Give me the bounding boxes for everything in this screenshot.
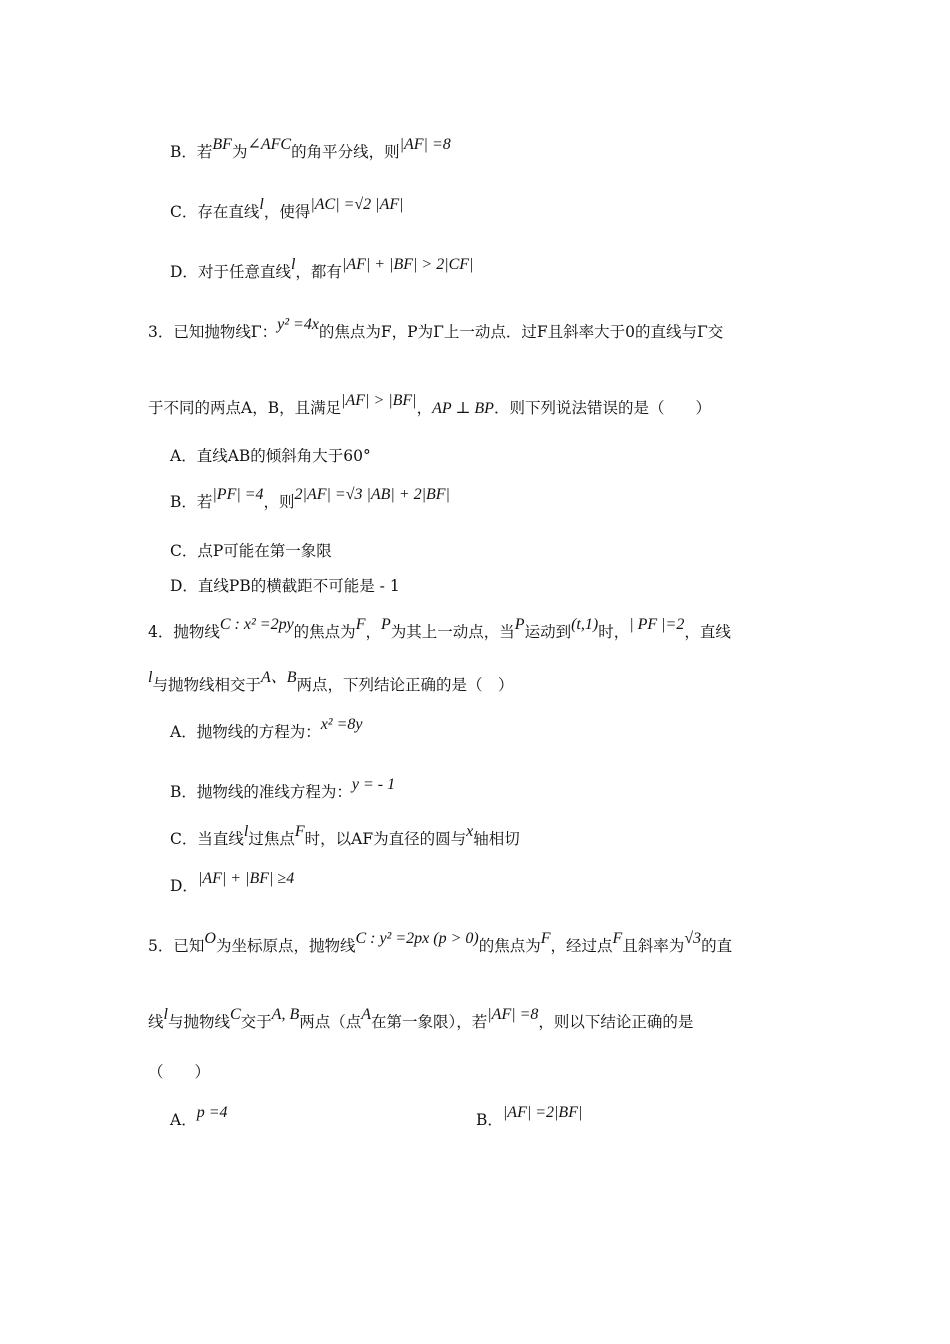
math-formula: |AF| =8 [399,136,451,153]
option-text: 过焦点 [248,830,295,848]
stem-text: 的直 [701,937,733,955]
option-text: 存在直线 [197,203,260,221]
stem-text: 且斜率为 [622,937,685,955]
stem-text: 的焦点为F，P为Γ上一动点．过F且斜率大于0的直线与Γ交 [318,323,724,341]
option-text: B． [170,143,197,161]
stem-text: 运动到 [524,623,572,641]
stem-text: 与抛物线 [167,1013,230,1031]
q4-option-c [170,823,520,849]
q3-option-b [170,486,450,512]
q4-option-b [170,776,396,802]
option-text: 时，以AF为直径的圆与 [304,830,467,848]
q4-stem-line2 [148,669,514,695]
math-formula: P [380,616,391,633]
math-formula: 2|AF| =√3 |AB| + 2|BF| [294,486,450,503]
math-formula: l [163,1006,168,1023]
q5-option-a [170,1104,228,1130]
math-formula: l [243,823,249,840]
q5-stem-line1 [148,930,733,956]
math-formula: y² =4x [277,316,319,333]
stem-text: 线 [148,1013,164,1031]
math-formula: | PF |=2 [629,616,685,633]
math-formula: F [355,616,366,633]
math-formula: x² =8y [320,716,363,733]
stem-text: 在第一象限），若 [371,1013,488,1031]
math-formula: p =4 [196,1104,228,1121]
stem-text: ， [416,399,433,417]
math-formula: |AF| > |BF| [341,392,417,409]
math-formula: C [229,1006,241,1023]
option-text: B． [476,1111,503,1129]
option-text: C．当直线 [170,830,244,848]
math-formula: |AF| =8 [487,1006,539,1023]
option-text: ，都有 [295,263,342,281]
math-formula: A [361,1006,372,1023]
q5-stem-line2 [148,1006,694,1032]
math-formula: l [259,196,264,213]
stem-text: 的焦点为 [478,937,541,955]
q2-option-d [170,256,474,282]
math-formula: F [294,823,305,840]
option-text: A． [170,1111,197,1129]
q4-option-d [170,870,295,896]
stem-text: ，经过点 [550,937,613,955]
option-text: 为 [231,143,248,161]
q3-option-d: D．直线PB的横截距不可能是 - 1 [170,577,400,595]
math-formula: F [612,930,623,947]
math-formula: |AF| + |BF| > 2|CF| [341,256,474,273]
math-formula: C : x² =2py [219,616,294,633]
option-text: B．抛物线的准线方程为： [170,783,352,801]
q2-option-b [170,136,451,162]
math-formula: y = - 1 [351,776,396,793]
option-text: 对于任意直线 [197,263,291,281]
math-formula: |AF| + |BF| ≥4 [197,870,295,887]
math-formula: |PF| =4 [212,486,264,503]
stem-text: 4．抛物线 [148,623,220,641]
q3-stem-line1 [148,316,724,342]
option-text: C． [170,203,198,221]
stem-text: 3．已知抛物线Γ： [148,323,278,341]
stem-text: 与抛物线相交于 [152,676,261,694]
stem-text: 为其上一动点，当 [390,623,515,641]
q4-stem-line1 [148,616,731,642]
stem-text: 的焦点为 [293,623,356,641]
math-formula: l [290,256,296,273]
q3-option-c: C．点P可能在第一象限 [170,542,332,560]
option-text: ，使得 [263,203,311,221]
math-formula: C : y² =2px (p > 0) [355,930,479,947]
q3-stem-line2 [148,392,711,418]
math-formula: (t,1) [571,616,599,633]
option-text: A．抛物线的方程为： [170,723,321,741]
option-text: 轴相切 [473,830,520,848]
option-text: ，则 [263,493,295,511]
math-formula: P [514,616,525,633]
option-text: D． [170,877,198,895]
math-formula: BF [212,136,232,153]
stem-text: 5．已知 [148,937,205,955]
option-text: 若 [196,143,213,161]
stem-text: 于不同的两点A，B，且满足 [148,399,342,417]
math-formula: A、B [260,669,297,686]
stem-text: ，则以下结论正确的是 [538,1013,694,1031]
math-formula: l [148,669,153,686]
option-text: B．若 [170,493,213,511]
q5-answer-paren: （ ） [148,1063,211,1081]
q3-option-a: A．直线AB的倾斜角大于60° [170,447,371,465]
math-formula: |AC| =√2 |AF| [310,196,404,213]
stem-text: ， [365,623,381,641]
stem-text: 为坐标原点，抛物线 [215,937,356,955]
math-formula: |AF| =2|BF| [502,1104,583,1121]
math-formula: ∠AFC [247,136,292,153]
math-formula: A, B [271,1006,300,1023]
option-text: 的角平分线，则 [291,143,400,161]
q4-option-a [170,716,363,742]
math-formula: AP ⊥ BP [432,400,494,417]
math-formula: O [204,930,216,947]
math-formula: x [466,823,474,840]
stem-text: 两点，下列结论正确的是（ ） [296,676,514,694]
math-formula: F [540,930,551,947]
stem-text: 交于 [240,1013,272,1031]
q2-option-c [170,196,404,222]
option-text: D． [170,263,198,281]
stem-text: ，直线 [684,623,731,641]
stem-text: 两点（点 [299,1013,362,1031]
stem-text: 时， [598,623,630,641]
stem-text: ．则下列说法错误的是（ ） [493,399,711,417]
math-formula: √3 [684,930,702,947]
q5-option-b [476,1104,583,1130]
